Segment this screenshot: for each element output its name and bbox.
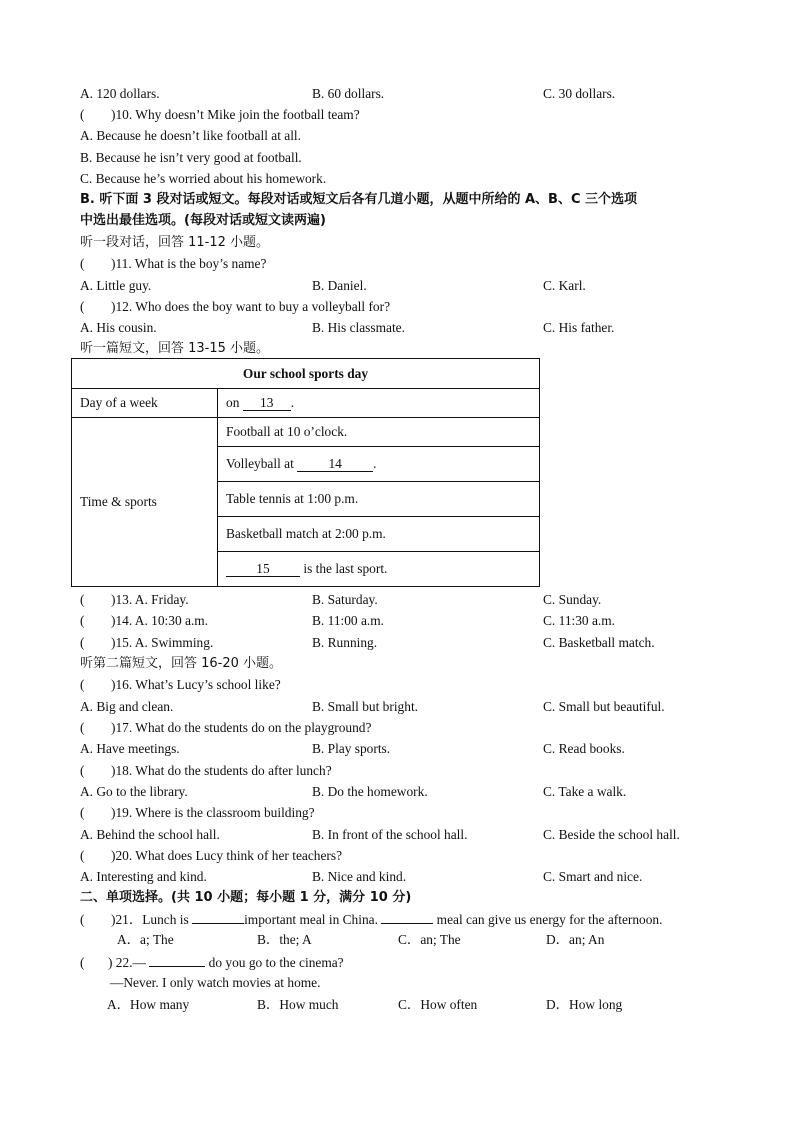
option-c: C. Take a walk. xyxy=(543,784,627,799)
option-d: D．How long xyxy=(546,997,623,1012)
q12-stem xyxy=(80,296,390,317)
passage2-intro: 听第二篇短文，回答 16-20 小题。 xyxy=(80,656,283,671)
volleyball-cell xyxy=(218,447,540,482)
q19-stem xyxy=(80,802,315,823)
option-c: C. Small but beautiful. xyxy=(543,699,665,714)
answer-bracket[interactable]: ( xyxy=(80,955,85,970)
option-a: A. Have meetings. xyxy=(80,741,180,756)
time-sports-label: Time & sports xyxy=(72,418,218,587)
option-b: B. Small but bright. xyxy=(312,699,419,714)
question-text: )17. What do the students do on the playground? xyxy=(111,720,372,735)
answer-bracket[interactable]: ( xyxy=(80,763,85,778)
option-b: B. Saturday. xyxy=(312,592,378,607)
option-c: C. Read books. xyxy=(543,741,625,756)
option-a: A. Little guy. xyxy=(80,278,152,293)
q20-stem xyxy=(80,845,342,866)
q21-text-a: )21．Lunch is xyxy=(111,912,193,927)
last-sport-cell xyxy=(218,552,540,587)
question-text: )16. What’s Lucy’s school like? xyxy=(111,677,281,692)
option-c: C．an; The xyxy=(398,932,461,947)
option-b: B. Nice and kind. xyxy=(312,869,407,884)
blank-15[interactable]: 15 xyxy=(226,561,300,577)
option-c: C. Smart and nice. xyxy=(543,869,643,884)
blank-13[interactable]: 13 xyxy=(243,395,291,411)
dialog1-intro: 听一段对话，回答 11-12 小题。 xyxy=(80,235,270,250)
option-c: C. His father. xyxy=(543,320,615,335)
table-title: Our school sports day xyxy=(72,359,540,389)
option-b: B. Do the homework. xyxy=(312,784,428,799)
q22-stem xyxy=(80,951,344,972)
day-suffix: . xyxy=(290,395,295,410)
question-text: )18. What do the students do after lunch? xyxy=(111,763,332,778)
sports-day-table xyxy=(71,358,540,587)
answer-bracket[interactable]: ( xyxy=(80,677,85,692)
option-b: B. In front of the school hall. xyxy=(312,827,468,842)
answer-bracket[interactable]: ( xyxy=(80,848,85,863)
option-b: B. Play sports. xyxy=(312,741,391,756)
option-a xyxy=(80,589,189,610)
answer-bracket[interactable]: ( xyxy=(80,107,85,122)
option-a: A. Interesting and kind. xyxy=(80,869,207,884)
option-a: A．a; The xyxy=(117,932,174,947)
answer-bracket[interactable]: ( xyxy=(80,613,85,628)
day-prefix: on xyxy=(226,395,243,410)
q21-stem xyxy=(80,908,662,929)
option-c: C. Karl. xyxy=(543,278,586,293)
blank-14[interactable]: 14 xyxy=(297,456,373,472)
day-cell xyxy=(218,389,540,418)
option-a: A. Behind the school hall. xyxy=(80,827,220,842)
question-text: )19. Where is the classroom building? xyxy=(111,805,315,820)
q16-stem xyxy=(80,674,281,695)
answer-bracket[interactable]: ( xyxy=(80,720,85,735)
option-c: C. 30 dollars. xyxy=(543,86,616,101)
blank-21a[interactable] xyxy=(192,908,244,924)
option-b: B. His classmate. xyxy=(312,320,405,335)
q22-reply: —Never. I only watch movies at home. xyxy=(110,975,321,990)
option-a: A．How many xyxy=(107,997,190,1012)
q11-stem xyxy=(80,253,266,274)
option-c: C. Beside the school hall. xyxy=(543,827,680,842)
q10-option-b: B. Because he isn’t very good at football. xyxy=(80,150,302,165)
option-c: C. 11:30 a.m. xyxy=(543,613,616,628)
option-c: C. Basketball match. xyxy=(543,635,655,650)
question-text: )11. What is the boy’s name? xyxy=(111,256,267,271)
option-b: B. 60 dollars. xyxy=(312,86,385,101)
option-c: C. Sunday. xyxy=(543,592,602,607)
question-text: )20. What does Lucy think of her teachers? xyxy=(111,848,343,863)
q21-text-b: important meal in China. xyxy=(244,912,382,927)
q10-option-c: C. Because he’s worried about his homework. xyxy=(80,171,327,186)
option-a xyxy=(80,610,208,631)
option-b: B. Daniel. xyxy=(312,278,367,293)
option-a-text: )14. A. 10:30 a.m. xyxy=(111,613,209,628)
blank-21b[interactable] xyxy=(381,908,433,924)
section-2-title: 二、单项选择。(共 10 小题；每小题 1 分，满分 10 分) xyxy=(80,890,412,905)
option-b: B．How much xyxy=(257,997,339,1012)
q22-text-b: do you go to the cinema? xyxy=(205,955,344,970)
q10-stem xyxy=(80,104,360,125)
q21-text-c: meal can give us energy for the afternoon. xyxy=(433,912,663,927)
last-sport-suffix: is the last sport. xyxy=(300,561,388,576)
answer-bracket[interactable]: ( xyxy=(80,635,85,650)
option-a-text: )13. A. Friday. xyxy=(111,592,189,607)
football-cell: Football at 10 o’clock. xyxy=(218,418,540,447)
table-tennis-cell: Table tennis at 1:00 p.m. xyxy=(218,482,540,517)
answer-bracket[interactable]: ( xyxy=(80,256,85,271)
option-b: B. 11:00 a.m. xyxy=(312,613,385,628)
answer-bracket[interactable]: ( xyxy=(80,912,85,927)
blank-22[interactable] xyxy=(149,951,205,967)
option-a: A. His cousin. xyxy=(80,320,157,335)
q10-option-a: A. Because he doesn’t like football at all. xyxy=(80,128,302,143)
answer-bracket[interactable]: ( xyxy=(80,299,85,314)
option-a-text: )15. A. Swimming. xyxy=(111,635,214,650)
volleyball-suffix: . xyxy=(373,456,377,471)
volleyball-prefix: Volleyball at xyxy=(226,456,298,471)
passage1-intro: 听一篇短文，回答 13-15 小题。 xyxy=(80,341,270,356)
option-d: D．an; An xyxy=(546,932,605,947)
option-b: B．the; A xyxy=(257,932,312,947)
question-text: )10. Why doesn’t Mike join the football team? xyxy=(111,107,360,122)
option-a xyxy=(80,632,213,653)
q22-text-a: ) 22.— xyxy=(108,955,150,970)
option-c: C．How often xyxy=(398,997,478,1012)
option-b: B. Running. xyxy=(312,635,378,650)
option-a: A. Go to the library. xyxy=(80,784,188,799)
option-a: A. Big and clean. xyxy=(80,699,174,714)
basketball-cell: Basketball match at 2:00 p.m. xyxy=(218,517,540,552)
q17-stem xyxy=(80,717,371,738)
q18-stem xyxy=(80,760,332,781)
option-a: A. 120 dollars. xyxy=(80,86,160,101)
answer-bracket[interactable]: ( xyxy=(80,592,85,607)
day-label: Day of a week xyxy=(72,389,218,418)
section-b-instructions-line1: B. 听下面 3 段对话或短文。每段对话或短文后各有几道小题，从题中所给的 A、B、C 三个选项 xyxy=(80,192,638,207)
answer-bracket[interactable]: ( xyxy=(80,805,85,820)
question-text: )12. Who does the boy want to buy a volleyball for? xyxy=(111,299,391,314)
section-b-instructions-line2: 中选出最佳选项。(每段对话或短文读两遍) xyxy=(80,213,326,228)
